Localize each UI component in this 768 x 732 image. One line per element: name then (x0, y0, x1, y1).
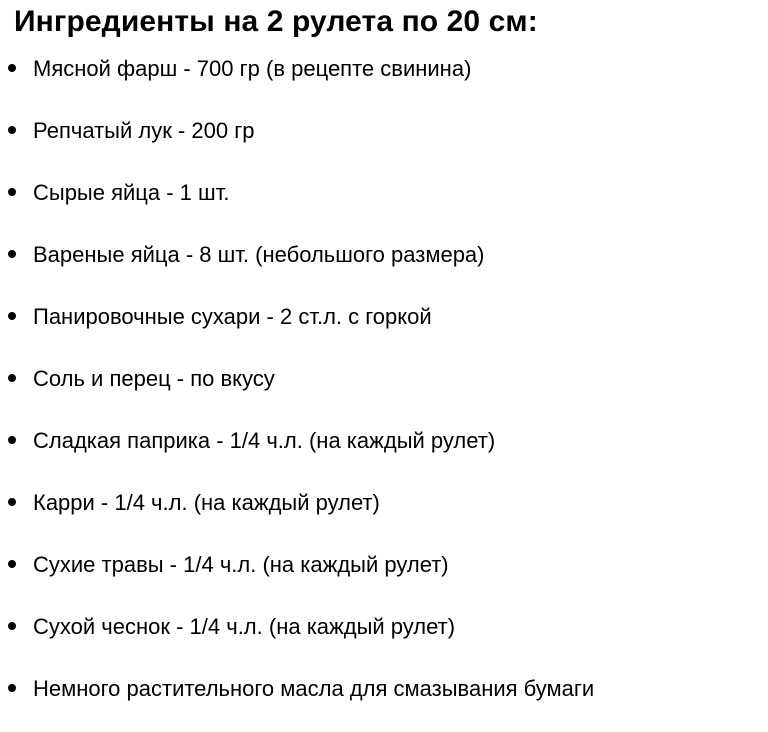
bullet-icon (8, 250, 16, 258)
ingredient-item (0, 112, 768, 174)
bullet-icon (8, 312, 16, 320)
ingredient-text: Карри - 1/4 ч.л. (на каждый рулет) (33, 490, 380, 515)
bullet-icon (8, 64, 16, 72)
bullet-icon (8, 126, 16, 134)
ingredients-list (0, 50, 768, 732)
ingredient-item (0, 670, 768, 732)
ingredient-item (0, 298, 768, 360)
ingredient-text: Сладкая паприка - 1/4 ч.л. (на каждый рулет) (33, 428, 496, 453)
ingredient-item (0, 546, 768, 608)
ingredient-item (0, 608, 768, 670)
ingredient-item (0, 422, 768, 484)
ingredient-text: Мясной фарш - 700 гр (в рецепте свинина) (33, 56, 472, 81)
bullet-icon (8, 560, 16, 568)
ingredient-text: Сухой чеснок - 1/4 ч.л. (на каждый рулет) (33, 614, 456, 639)
ingredient-text: Вареные яйца - 8 шт. (небольшого размера) (33, 242, 485, 267)
ingredient-text: Сухие травы - 1/4 ч.л. (на каждый рулет) (33, 552, 449, 577)
bullet-icon (8, 436, 16, 444)
bullet-icon (8, 374, 16, 382)
ingredients-heading: Ингредиенты на 2 рулета по 20 см: (14, 5, 538, 38)
ingredient-text: Немного растительного масла для смазывания бумаги (33, 676, 595, 701)
bullet-icon (8, 498, 16, 506)
ingredient-text: Соль и перец - по вкусу (33, 366, 275, 391)
ingredient-text: Панировочные сухари - 2 ст.л. с горкой (33, 304, 432, 329)
ingredient-item (0, 50, 768, 112)
bullet-icon (8, 684, 16, 692)
ingredient-item (0, 174, 768, 236)
ingredient-text: Сырые яйца - 1 шт. (33, 180, 230, 205)
ingredient-item (0, 360, 768, 422)
ingredient-text: Репчатый лук - 200 гр (33, 118, 255, 143)
bullet-icon (8, 622, 16, 630)
ingredient-item (0, 484, 768, 546)
ingredient-item (0, 236, 768, 298)
bullet-icon (8, 188, 16, 196)
